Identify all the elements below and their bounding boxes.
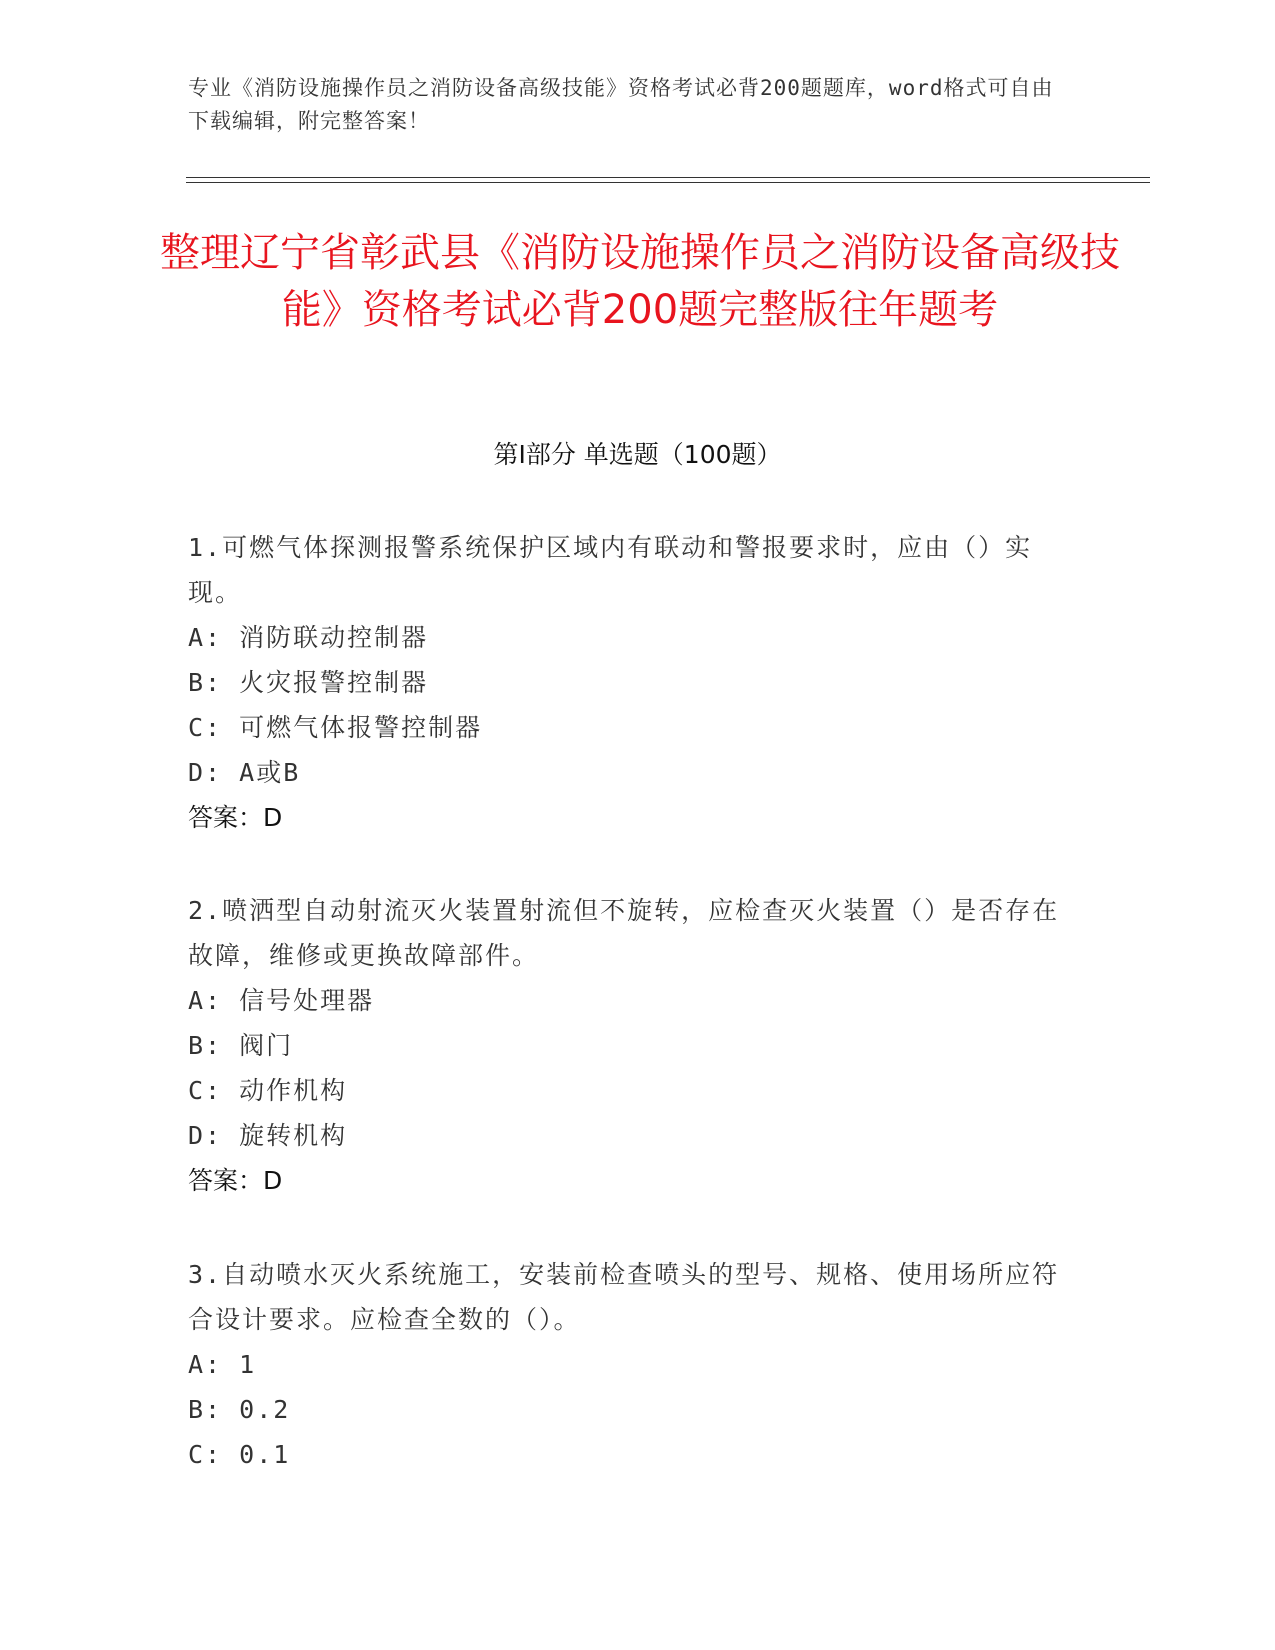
document-title: 整理辽宁省彰武县《消防设施操作员之消防设备高级技能》资格考试必背200题完整版往年题考 — [160, 230, 1120, 333]
answer: 答案：D — [188, 1166, 283, 1195]
question-stem: 3.自动喷水灭火系统施工，安装前检查喷头的型号、规格、使用场所应符合设计要求。应检查全数的（）。 — [188, 1260, 1060, 1334]
option-d: D: 旋转机构 — [188, 1121, 348, 1150]
header-divider-top — [186, 177, 1150, 178]
option-c: C: 可燃气体报警控制器 — [188, 713, 483, 742]
question-2 — [188, 888, 1068, 1203]
option-d: D: A或B — [188, 758, 301, 787]
question-3 — [188, 1252, 1068, 1477]
option-c: C: 动作机构 — [188, 1076, 348, 1105]
option-b: B: 0.2 — [188, 1395, 291, 1424]
section-heading: 第Ⅰ部分 单选题（100题） — [493, 440, 782, 469]
header-divider-bottom — [186, 182, 1150, 183]
question-stem: 1.可燃气体探测报警系统保护区域内有联动和警报要求时，应由（）实现。 — [188, 533, 1033, 607]
option-a: A: 1 — [188, 1350, 257, 1379]
option-a: A: 信号处理器 — [188, 986, 375, 1015]
option-b: B: 火灾报警控制器 — [188, 668, 429, 697]
header-note: 专业《消防设施操作员之消防设备高级技能》资格考试必背200题题库，word格式可自由下载编辑，附完整答案！ — [188, 76, 1054, 133]
answer: 答案：D — [188, 803, 283, 832]
question-1 — [188, 525, 1068, 840]
question-stem: 2.喷洒型自动射流灭火装置射流但不旋转，应检查灭火装置（）是否存在故障，维修或更换故障部件。 — [188, 896, 1060, 970]
option-c: C: 0.1 — [188, 1440, 291, 1469]
option-b: B: 阀门 — [188, 1031, 294, 1060]
option-a: A: 消防联动控制器 — [188, 623, 429, 652]
